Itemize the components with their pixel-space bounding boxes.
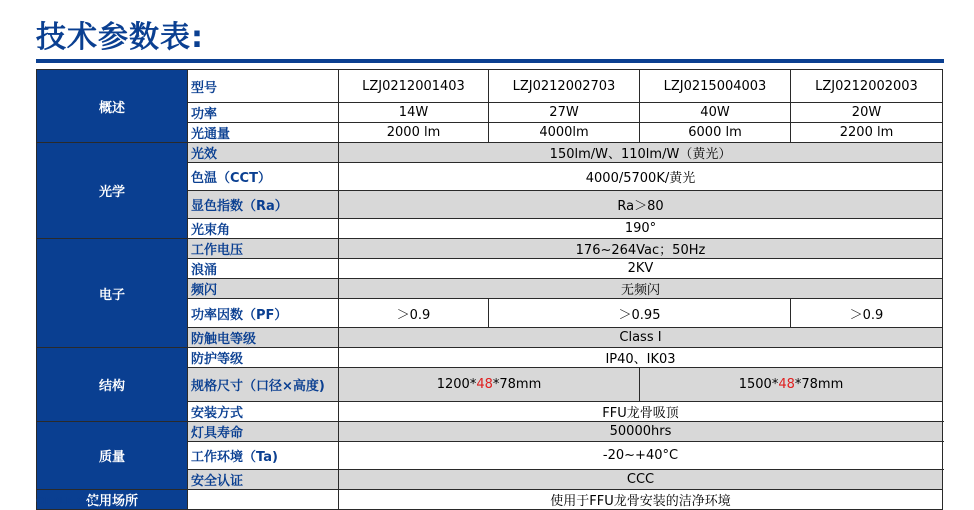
power-value: 14W xyxy=(339,103,489,123)
label-voltage: 工作电压 xyxy=(188,239,339,259)
label-life: 灯具寿命 xyxy=(188,422,339,442)
power-value: 40W xyxy=(640,103,791,123)
spec-table xyxy=(36,69,943,510)
surge-value: 2KV xyxy=(339,259,943,279)
usage-blank xyxy=(188,490,339,510)
row-efficacy xyxy=(37,143,943,163)
size-value xyxy=(640,368,943,402)
row-usage xyxy=(37,490,943,510)
size-text: 1500* xyxy=(738,377,779,392)
life-value: 50000hrs xyxy=(339,422,943,442)
row-model xyxy=(37,70,943,103)
row-ip xyxy=(37,348,943,368)
label-cert: 安全认证 xyxy=(188,470,339,490)
size-highlight: 48 xyxy=(476,377,493,392)
efficacy-value: 150lm/W、110lm/W（黄光） xyxy=(339,143,943,163)
flux-value: 6000 lm xyxy=(640,123,791,143)
pf-value: ＞0.9 xyxy=(791,299,943,328)
power-value: 27W xyxy=(489,103,640,123)
label-install: 安装方式 xyxy=(188,402,339,422)
cert-value: CCC xyxy=(339,470,943,490)
label-model: 型号 xyxy=(188,70,339,103)
label-size: 规格尺寸（口径×高度) xyxy=(188,368,339,402)
section-structure: 结构 xyxy=(37,348,188,422)
cct-value: 4000/5700K/黄光 xyxy=(339,163,943,191)
flux-value: 2200 lm xyxy=(791,123,943,143)
size-highlight: 48 xyxy=(778,377,795,392)
section-electronic: 电子 xyxy=(37,239,188,348)
size-text: *78mm xyxy=(492,377,542,392)
model-value: LZJ0212002703 xyxy=(489,70,640,103)
voltage-value: 176~264Vac；50Hz xyxy=(339,239,943,259)
section-usage: 使用场所 xyxy=(37,490,188,510)
label-surge: 浪涌 xyxy=(188,259,339,279)
label-pf: 功率因数（PF） xyxy=(188,299,339,328)
section-overview: 概述 xyxy=(37,70,188,143)
model-value: LZJ0212001403 xyxy=(339,70,489,103)
beam-value: 190° xyxy=(339,219,943,239)
flicker-value: 无频闪 xyxy=(339,279,943,299)
model-value: LZJ0212002003 xyxy=(791,70,943,103)
size-value xyxy=(339,368,640,402)
label-env: 工作环境（Ta) xyxy=(188,442,339,470)
title-underline xyxy=(36,59,944,63)
label-efficacy: 光效 xyxy=(188,143,339,163)
flux-value: 4000lm xyxy=(489,123,640,143)
size-text: 1200* xyxy=(436,377,477,392)
install-value: FFU龙骨吸顶 xyxy=(339,402,943,422)
usage-value: 使用于FFU龙骨安装的洁净环境 xyxy=(339,490,943,510)
label-beam: 光束角 xyxy=(188,219,339,239)
cri-value: Ra＞80 xyxy=(339,191,943,219)
size-text: *78mm xyxy=(794,377,844,392)
label-power: 功率 xyxy=(188,103,339,123)
ip-value: IP40、IK03 xyxy=(339,348,943,368)
label-flicker: 频闪 xyxy=(188,279,339,299)
env-value: -20~+40°C xyxy=(339,442,943,470)
footer-brand: OPPLE.COM xyxy=(36,496,102,507)
label-flux: 光通量 xyxy=(188,123,339,143)
label-shock: 防触电等级 xyxy=(188,328,339,348)
label-cri: 显色指数（Ra） xyxy=(188,191,339,219)
row-life xyxy=(37,422,943,442)
label-cct: 色温（CCT） xyxy=(188,163,339,191)
shock-value: Class I xyxy=(339,328,943,348)
section-quality: 质量 xyxy=(37,422,188,490)
power-value: 20W xyxy=(791,103,943,123)
flux-value: 2000 lm xyxy=(339,123,489,143)
row-voltage xyxy=(37,239,943,259)
section-optical: 光学 xyxy=(37,143,188,239)
pf-value: ＞0.9 xyxy=(339,299,489,328)
model-value: LZJ0215004003 xyxy=(640,70,791,103)
label-ip: 防护等级 xyxy=(188,348,339,368)
pf-value: ＞0.95 xyxy=(489,299,791,328)
page-title: 技术参数表: xyxy=(36,20,204,55)
